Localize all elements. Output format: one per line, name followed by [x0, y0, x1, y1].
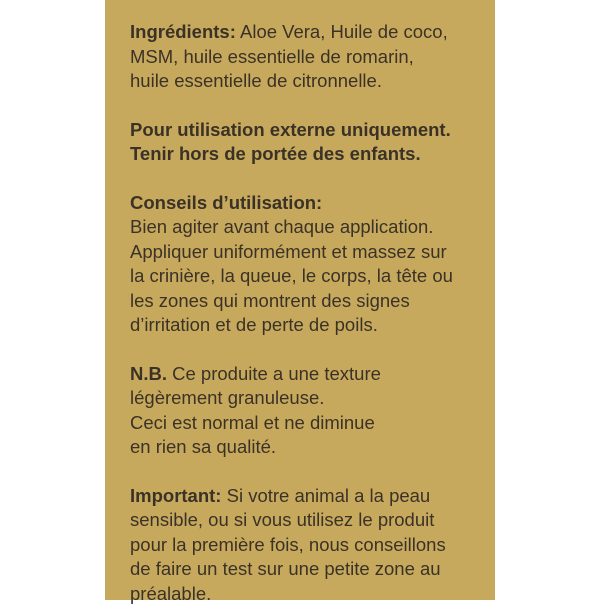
important-line: pour la première fois, nous conseillons — [130, 533, 495, 558]
note-line: Ceci est normal et ne diminue — [130, 411, 495, 436]
note-text: Ce produite a une texture — [167, 363, 381, 384]
important-section — [130, 484, 495, 606]
note-line: en rien sa qualité. — [130, 435, 495, 460]
note-line: légèrement granuleuse. — [130, 386, 495, 411]
ingredients-line-1 — [130, 20, 495, 45]
note-section — [130, 362, 495, 460]
usage-line: la crinière, la queue, le corps, la tête ou — [130, 264, 495, 289]
ingredients-line-3: huile essentielle de citronnelle. — [130, 69, 495, 94]
usage-line: Bien agiter avant chaque application. — [130, 215, 495, 240]
important-line: sensible, ou si vous utilisez le produit — [130, 508, 495, 533]
important-heading: Important: — [130, 485, 221, 506]
important-line-1 — [130, 484, 495, 509]
ingredients-section — [130, 20, 495, 94]
ingredients-text: Aloe Vera, Huile de coco, — [236, 21, 448, 42]
product-label-panel — [105, 0, 495, 600]
ingredients-heading: Ingrédients: — [130, 21, 236, 42]
warning-line-2: Tenir hors de portée des enfants. — [130, 142, 495, 167]
important-line: préalable. — [130, 582, 495, 606]
important-line: de faire un test sur une petite zone au — [130, 557, 495, 582]
note-heading: N.B. — [130, 363, 167, 384]
important-text: Si votre animal a la peau — [221, 485, 430, 506]
usage-section — [130, 191, 495, 338]
usage-line: Appliquer uniformément et massez sur — [130, 240, 495, 265]
warning-line-1: Pour utilisation externe uniquement. — [130, 118, 495, 143]
usage-line: les zones qui montrent des signes — [130, 289, 495, 314]
warning-section — [130, 118, 495, 167]
note-line-1 — [130, 362, 495, 387]
ingredients-line-2: MSM, huile essentielle de romarin, — [130, 45, 495, 70]
usage-line: d’irritation et de perte de poils. — [130, 313, 495, 338]
usage-heading: Conseils d’utilisation: — [130, 191, 495, 216]
